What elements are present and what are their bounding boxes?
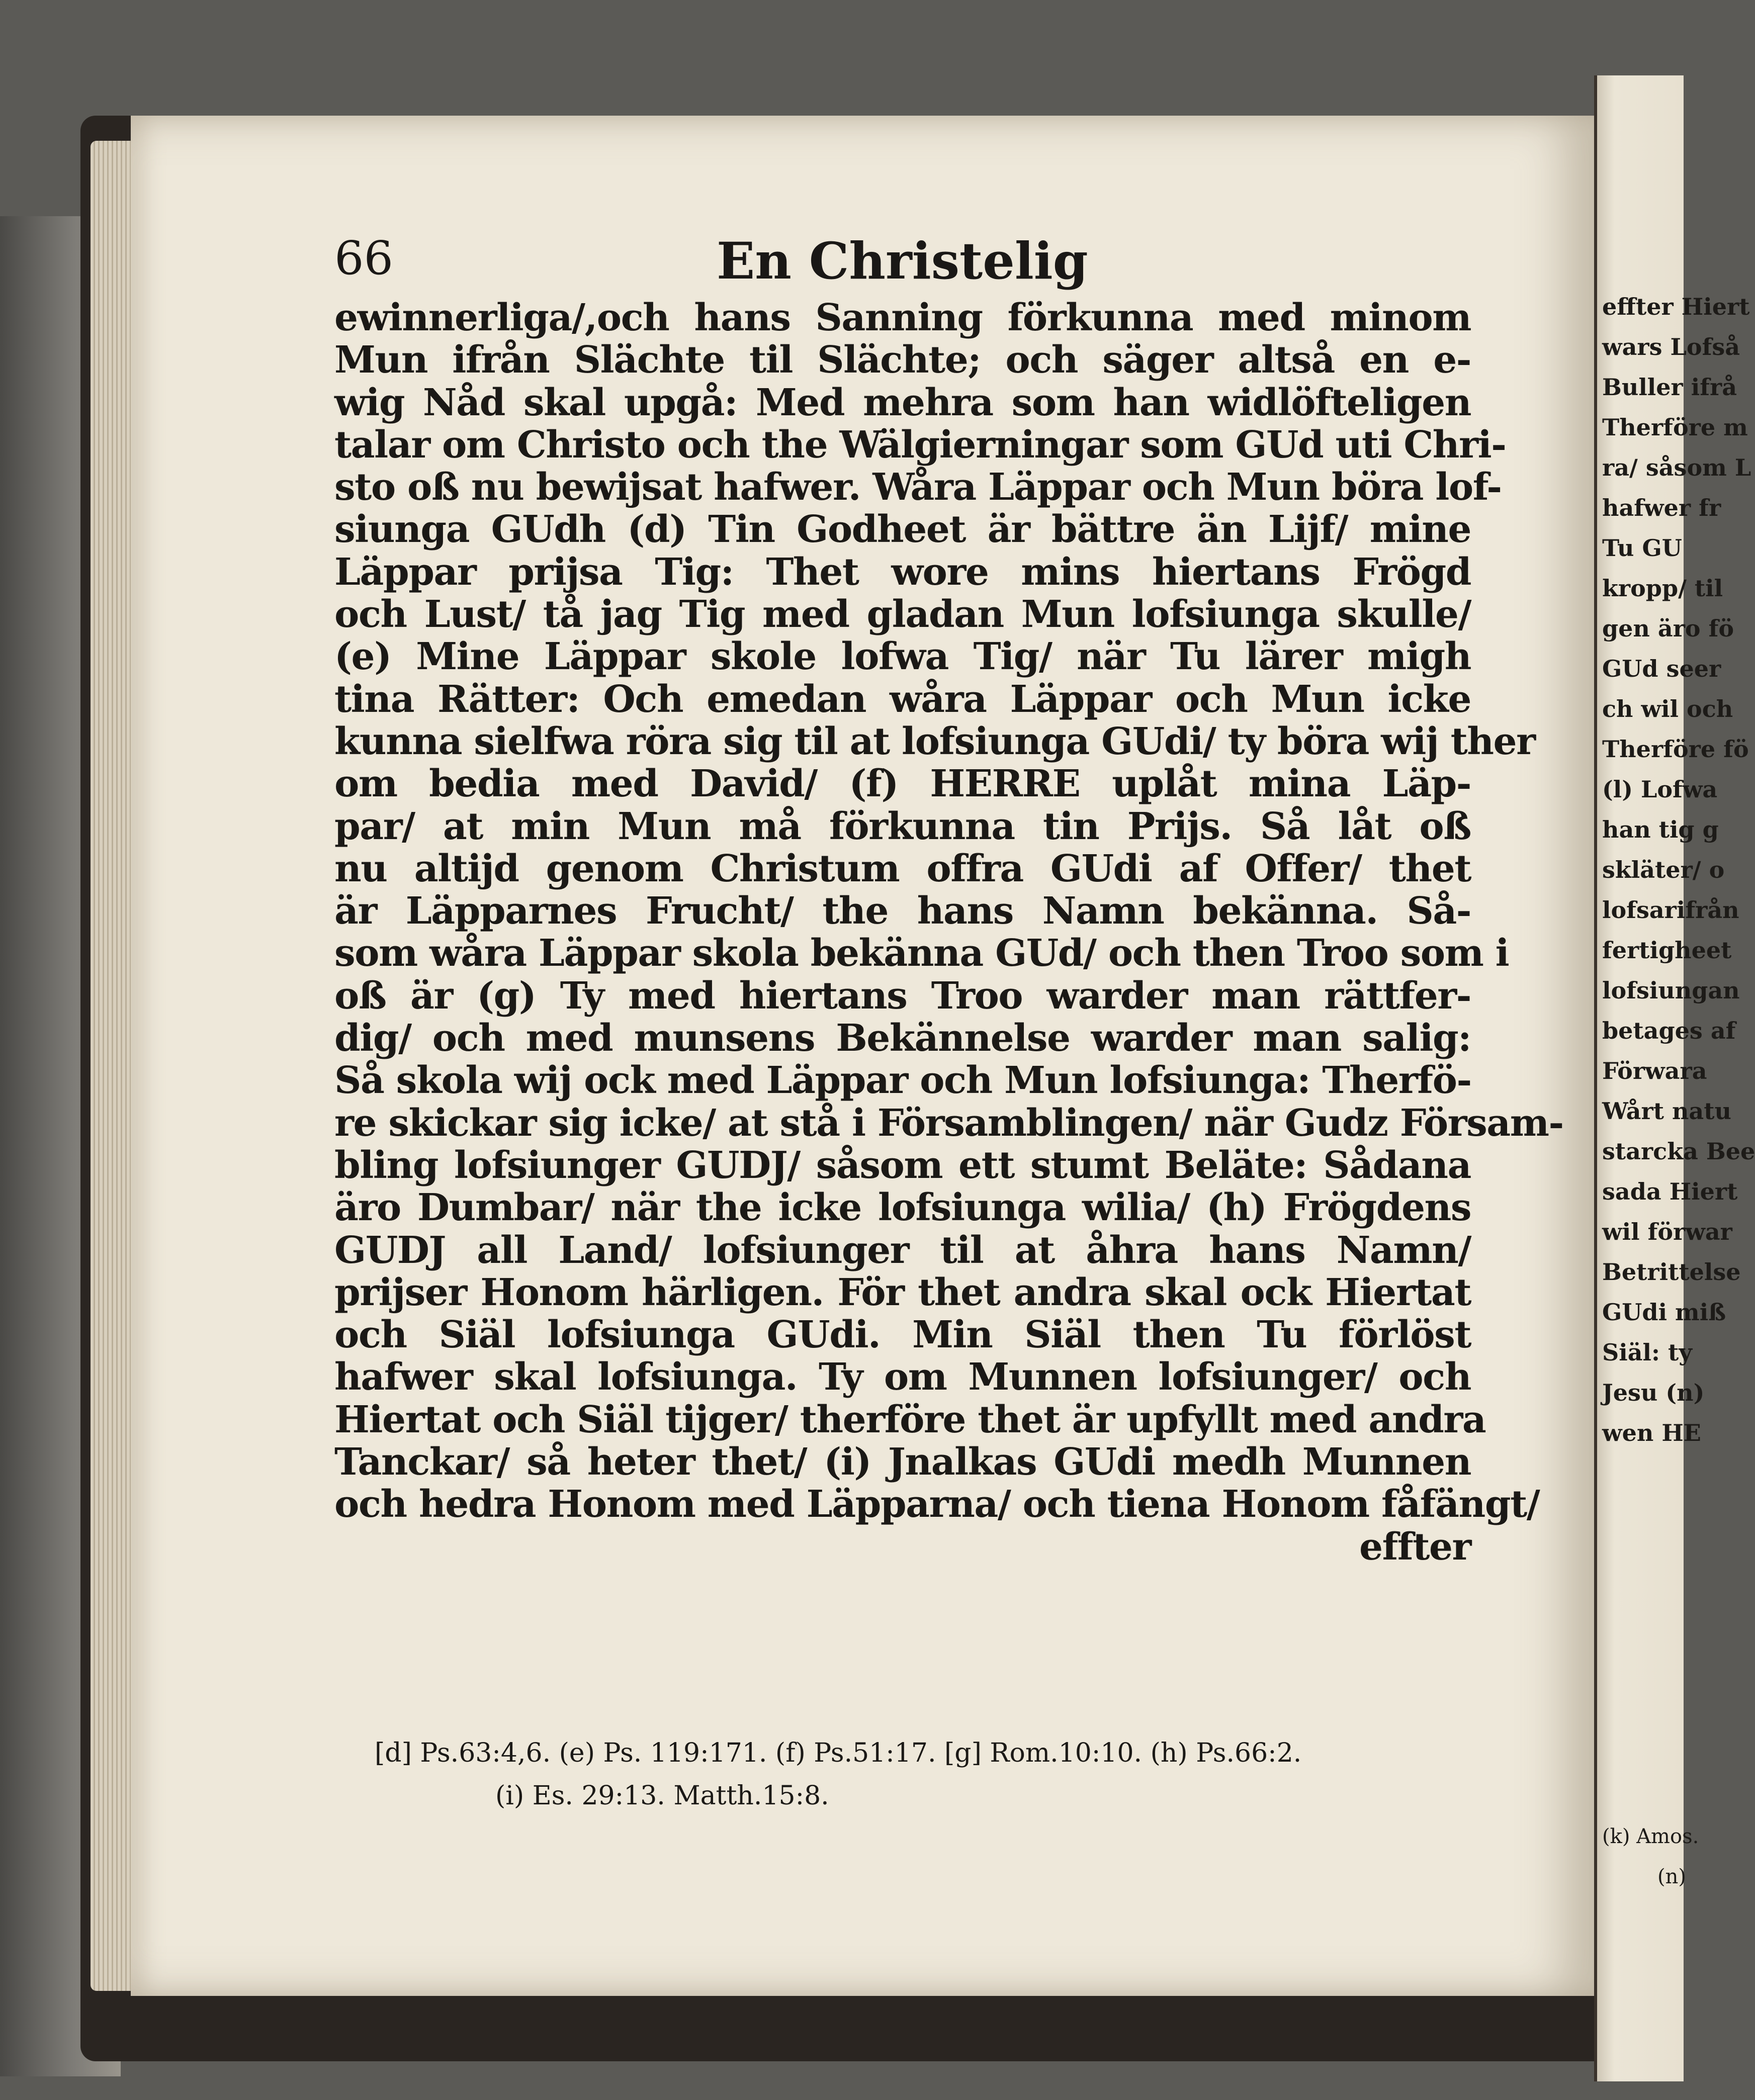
text-line: Tanckar/ så heter thet/ (i) Jnalkas GUdi medh Munnen xyxy=(334,1440,1471,1484)
facing-line: Siäl: ty xyxy=(1602,1339,1692,1366)
facing-line: skläter/ o xyxy=(1602,856,1725,883)
facing-line: starcka Bee xyxy=(1602,1138,1755,1165)
facing-line: Jesu (n) xyxy=(1602,1379,1705,1406)
facing-line: fertigheet xyxy=(1602,937,1732,964)
text-line: och hedra Honom med Läpparna/ och tiena Honom fåfängt/ xyxy=(334,1483,1540,1526)
text-line: prijser Honom härligen. För thet andra skal ock Hiertat xyxy=(334,1270,1471,1314)
text-line: Så skola wij ock med Läppar och Mun lofsiunga: Therfö- xyxy=(334,1059,1471,1103)
text-line: oß är (g) Ty med hiertans Troo warder man rättfer- xyxy=(334,974,1471,1018)
facing-line: wil förwar xyxy=(1602,1218,1732,1245)
facing-line: han tig g xyxy=(1602,816,1719,843)
facing-line: Wårt natu xyxy=(1602,1098,1731,1125)
facing-line: lofsiungan xyxy=(1602,977,1740,1004)
text-line: sto oß nu bewijsat hafwer. Wåra Läppar och Mun böra lof- xyxy=(334,466,1502,509)
facing-line: Therföre m xyxy=(1602,414,1748,441)
facing-line: betages af xyxy=(1602,1017,1736,1044)
facing-line: wars Lofså xyxy=(1602,333,1740,360)
facing-line: sada Hiert xyxy=(1602,1178,1738,1205)
facing-footnote: (k) Amos. xyxy=(1602,1825,1699,1848)
facing-line: effter Hiert xyxy=(1602,293,1750,320)
footnotes xyxy=(375,1732,1301,1817)
text-line: GUDJ all Land/ lofsiunger til at åhra hans Namn/ xyxy=(334,1228,1471,1272)
facing-line: ra/ såsom L xyxy=(1602,454,1751,481)
text-line: wig Nåd skal upgå: Med mehra som han widlöfteligen xyxy=(334,381,1471,424)
text-line: om bedia med David/ (f) HERRE uplåt mina Läp- xyxy=(334,762,1471,806)
text-line: re skickar sig icke/ at stå i Församblingen/ när Gudz Försam- xyxy=(334,1101,1563,1145)
text-line: dig/ och med munsens Bekännelse warder man salig: xyxy=(334,1017,1471,1060)
body-text xyxy=(334,296,1563,1569)
text-line: är Läpparnes Frucht/ the hans Namn bekänna. Så- xyxy=(334,889,1471,933)
text-line: talar om Christo och the Wälgierningar som GUd uti Chri- xyxy=(334,423,1506,467)
text-line: och Lust/ tå jag Tig med gladan Mun lofsiunga skulle/ xyxy=(334,593,1471,636)
text-line: Hiertat och Siäl tijger/ therföre thet är upfyllt med andra xyxy=(334,1398,1486,1441)
text-line: (e) Mine Läppar skole lofwa Tig/ när Tu lärer migh xyxy=(334,635,1471,679)
text-line: Mun ifrån Slächte til Slächte; och säger altså en e- xyxy=(334,338,1471,382)
text-line: par/ at min Mun må förkunna tin Prijs. Så låt oß xyxy=(334,804,1471,848)
running-title: En Christelig xyxy=(717,231,1088,291)
text-line: äro Dumbar/ när the icke lofsiunga wilia/ (h) Frögdens xyxy=(334,1186,1471,1230)
facing-line: GUdi miß xyxy=(1602,1299,1726,1326)
footnote-line: [d] Ps.63:4,6. (e) Ps. 119:171. (f) Ps.51:17. [g] Rom.10:10. (h) Ps.66:2. xyxy=(375,1738,1302,1768)
facing-footnote: (n) xyxy=(1657,1865,1686,1888)
facing-line: GUd seer xyxy=(1602,655,1721,682)
facing-line: gen äro fö xyxy=(1602,615,1734,642)
facing-line: Therföre fö xyxy=(1602,736,1749,763)
text-line: ewinnerliga/,och hans Sanning förkunna med minom xyxy=(334,296,1471,339)
facing-line: Tu GU xyxy=(1602,534,1682,562)
facing-line: kropp/ til xyxy=(1602,575,1723,602)
text-line: tina Rätter: Och emedan wåra Läppar och Mun icke xyxy=(334,677,1471,721)
catchword: effter xyxy=(1359,1525,1471,1569)
text-line: och Siäl lofsiunga GUdi. Min Siäl then Tu förlöst xyxy=(334,1313,1471,1357)
page-header xyxy=(334,231,1088,292)
text-line: Läppar prijsa Tig: Thet wore mins hiertans Frögd xyxy=(334,550,1471,594)
page-number: 66 xyxy=(334,231,394,285)
facing-line: Betrittelse xyxy=(1602,1258,1741,1286)
facing-page-text xyxy=(1597,287,1755,1453)
facing-page xyxy=(1594,75,1755,2081)
facing-line: Buller ifrå xyxy=(1602,374,1737,401)
facing-line: ch wil och xyxy=(1602,695,1733,722)
footnote-line: (i) Es. 29:13. Matth.15:8. xyxy=(495,1781,829,1811)
facing-line: hafwer fr xyxy=(1602,494,1721,521)
text-line: nu altijd genom Christum offra GUdi af Offer/ thet xyxy=(334,847,1471,890)
facing-line: (l) Lofwa xyxy=(1602,776,1718,803)
text-line: bling lofsiunger GUDJ/ såsom ett stumt Beläte: Sådana xyxy=(334,1143,1471,1187)
facing-line: Förwara xyxy=(1602,1057,1707,1084)
text-line: kunna sielfwa röra sig til at lofsiunga GUdi/ ty böra wij ther xyxy=(334,719,1535,763)
text-line: som wåra Läppar skola bekänna GUd/ och then Troo som i xyxy=(334,932,1509,975)
facing-line: wen HE xyxy=(1602,1419,1701,1446)
facing-line: lofsarifrån xyxy=(1602,896,1739,924)
text-line: siunga GUdh (d) Tin Godheet är bättre än Lijf/ mine xyxy=(334,508,1471,552)
text-line: hafwer skal lofsiunga. Ty om Munnen lofsiunger/ och xyxy=(334,1355,1471,1399)
